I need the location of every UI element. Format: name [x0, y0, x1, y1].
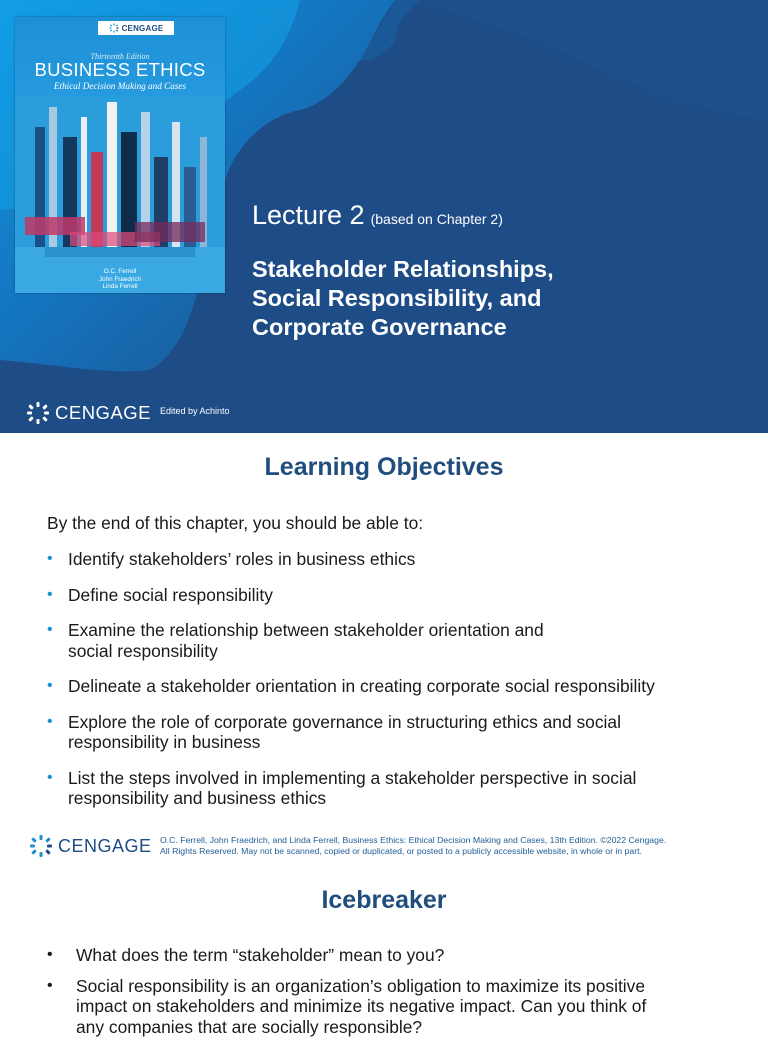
cover-author: John Fraedrich — [99, 275, 141, 283]
lecture-heading — [252, 200, 503, 231]
cengage-logo-text: CENGAGE — [58, 835, 152, 856]
objectives-list — [47, 549, 747, 809]
bullet-icon: • — [47, 677, 53, 694]
list-item-text: Identify stakeholders’ roles in business ethics — [68, 549, 416, 569]
cengage-logo-text: CENGAGE — [55, 402, 152, 423]
list-item-text: What does the term “stakeholder” mean to you? — [76, 945, 445, 965]
list-item-text: Explore the role of corporate governance in structuring ethics and social responsibility in business — [68, 711, 621, 752]
lecture-number: Lecture 2 — [252, 200, 365, 230]
icebreaker-list — [47, 945, 747, 1047]
cengage-logo — [29, 834, 152, 858]
slide-heading: Icebreaker — [321, 886, 447, 914]
bullet-icon: • — [47, 976, 53, 994]
cover-publisher-name: CENGAGE — [121, 23, 164, 33]
list-item — [47, 620, 747, 661]
list-item — [47, 549, 747, 570]
cengage-logo-icon — [109, 23, 119, 33]
slide-title-line: Corporate Governance — [252, 314, 507, 340]
copyright-line: All Rights Reserved. May not be scanned, copied or duplicated, or posted to a publicly accessible website, in whole or in part. — [160, 846, 642, 856]
cover-abstract-painting — [15, 97, 225, 293]
copyright-notice — [160, 835, 740, 857]
cengage-logo — [26, 401, 151, 425]
cengage-logo-icon — [29, 834, 53, 858]
list-item-text: Delineate a stakeholder orientation in creating corporate social responsibility — [68, 676, 655, 696]
learning-objectives-slide — [0, 433, 768, 866]
list-item — [47, 945, 747, 966]
bullet-icon: • — [47, 621, 53, 638]
lecture-basis: (based on Chapter 2) — [370, 211, 503, 227]
list-item-text: List the steps involved in implementing a stakeholder perspective in social responsibility and business ethics — [68, 767, 637, 808]
cover-publisher-badge — [98, 21, 174, 35]
bullet-icon: • — [47, 585, 53, 603]
title-slide — [0, 0, 768, 433]
list-item — [47, 768, 747, 809]
icebreaker-slide — [0, 866, 768, 1037]
bullet-icon: • — [47, 550, 53, 567]
list-item-text: Social responsibility is an organization’s obligation to maximize its positive impact on stakeholders and minimize its negative impact. Can you think of any companies that are socially responsible? — [76, 975, 647, 1037]
list-item — [47, 676, 747, 697]
cover-edition: Thirteenth Edition — [90, 52, 150, 61]
slide-title — [252, 255, 722, 342]
slide-title-line: Social Responsibility, and — [252, 285, 542, 311]
list-item-text: Define social responsibility — [68, 584, 273, 605]
edited-by-note: Edited by Achinto — [160, 406, 230, 416]
slide-title-line: Stakeholder Relationships, — [252, 256, 554, 282]
cover-authors — [15, 268, 225, 291]
list-item — [47, 585, 747, 606]
bullet-icon: • — [47, 946, 53, 963]
list-item — [47, 976, 747, 1038]
list-item-text: Examine the relationship between stakeholder orientation and social responsibility — [68, 620, 544, 661]
objectives-intro: By the end of this chapter, you should be able to: — [47, 513, 424, 533]
cover-subtitle: Ethical Decision Making and Cases — [53, 81, 187, 91]
cengage-logo-icon — [26, 401, 50, 425]
bullet-icon: • — [47, 768, 53, 786]
book-cover-image — [15, 17, 225, 293]
bullet-icon: • — [47, 712, 53, 730]
cover-author: O.C. Ferrell — [103, 268, 137, 275]
slide-heading: Learning Objectives — [264, 453, 504, 481]
cover-title: BUSINESS ETHICS — [34, 59, 206, 80]
list-item — [47, 712, 747, 753]
copyright-line: O.C. Ferrell, John Fraedrich, and Linda Ferrell, Business Ethics: Ethical Decision Making and Cases, 13th Edition. ©2022 Cengage. — [160, 835, 667, 845]
cover-author: Linda Ferrell — [102, 283, 138, 290]
